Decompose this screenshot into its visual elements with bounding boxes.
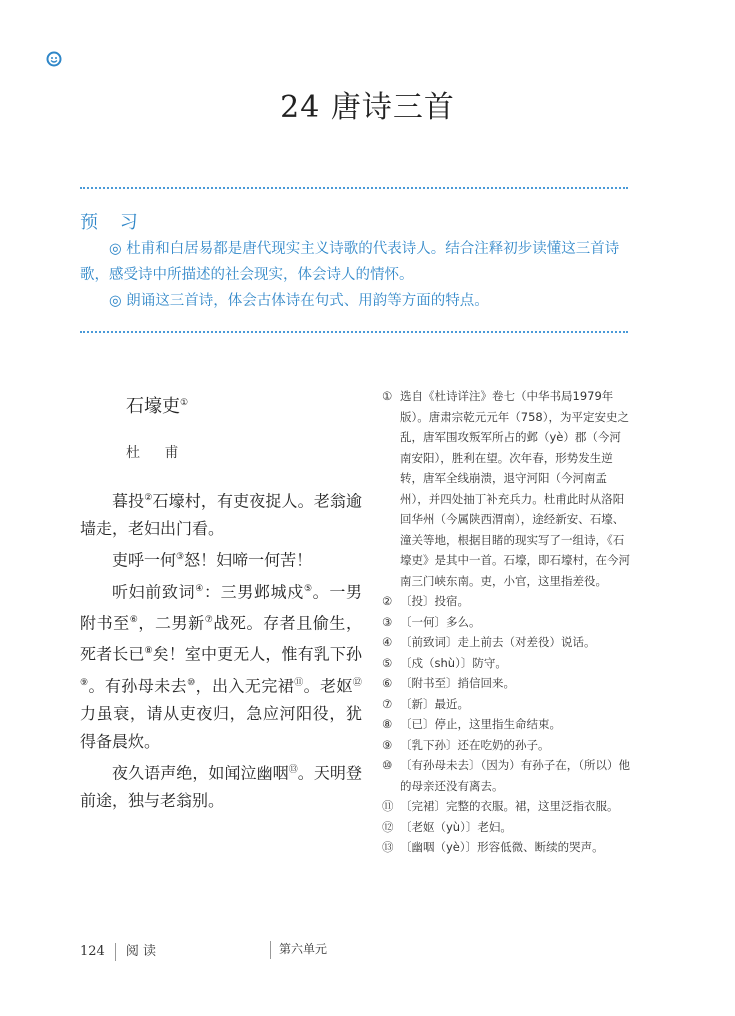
poem-text: 怒！妇啼一何苦！ bbox=[184, 550, 313, 570]
footnote-item bbox=[382, 735, 632, 756]
page-number: 124 bbox=[80, 944, 105, 959]
poem-text: 。老妪 bbox=[303, 675, 353, 695]
footer-unit: 第六单元 bbox=[279, 942, 328, 956]
poem-text: 吏呼一何 bbox=[112, 550, 177, 570]
footnote-number: ⑥ bbox=[382, 676, 393, 690]
footnote-item bbox=[382, 653, 632, 674]
poem-title bbox=[126, 392, 188, 418]
poem-text: 夜久语声绝，如闻泣幽咽 bbox=[112, 763, 289, 783]
footnote-text: 〔投〕投宿。 bbox=[400, 594, 469, 608]
footnote-text: 〔一何〕多么。 bbox=[400, 614, 481, 629]
footnote-item bbox=[382, 817, 632, 838]
footnote-number: ② bbox=[382, 594, 393, 608]
footnote-marker: ② bbox=[144, 493, 153, 503]
footnote-text: 〔乳下孙〕还在吃奶的孙子。 bbox=[400, 737, 550, 752]
footnote-text: 〔戍（shù）〕防守。 bbox=[400, 655, 507, 670]
divider-bottom bbox=[80, 331, 628, 333]
footnote-text: 〔有孙母未去〕（因为）有孙子在，（所以）他的母亲还没有离去。 bbox=[400, 758, 630, 793]
footnote-text: 〔新〕最近。 bbox=[400, 696, 469, 711]
poem-text: 。一男附书至 bbox=[80, 581, 362, 633]
divider-top bbox=[80, 187, 628, 189]
footnote-number: ④ bbox=[382, 635, 393, 649]
poem-text: ：三男邺城戍 bbox=[204, 581, 304, 601]
footnote-item bbox=[382, 755, 632, 796]
poem-text: 暮投 bbox=[112, 491, 145, 511]
footnote-number: ⑩ bbox=[382, 758, 393, 772]
footnote-marker: ⑨ bbox=[80, 677, 89, 688]
footnote-marker: ⑧ bbox=[144, 646, 153, 657]
poem-paragraph bbox=[80, 484, 362, 543]
lesson-title: 24 唐诗三首 bbox=[280, 90, 455, 125]
footnote-number: ⑦ bbox=[382, 696, 393, 711]
footnote-item bbox=[382, 796, 632, 817]
poem-body bbox=[80, 484, 362, 815]
footer-section: 阅 读 bbox=[125, 944, 156, 959]
footnote-item bbox=[382, 694, 632, 715]
footnote-text: 〔老妪（yù）〕老妇。 bbox=[400, 819, 512, 834]
footer-left bbox=[80, 940, 156, 961]
poem-text: 石壕村，有吏夜捉人。老翁逾墙走，老妇出门看。 bbox=[80, 491, 362, 539]
poem-text: ，二男新 bbox=[138, 613, 205, 633]
footnote-item bbox=[382, 612, 632, 633]
footnote-number: ⑤ bbox=[382, 655, 393, 670]
footnote-item bbox=[382, 386, 632, 591]
footer-separator bbox=[115, 943, 116, 961]
poem-text: 。有孙母未去 bbox=[88, 675, 188, 695]
footnote-item bbox=[382, 714, 632, 735]
poem-text: 力虽衰，请从吏夜归，急应河阳役，犹得备晨炊。 bbox=[80, 703, 362, 751]
footnote-text: 〔前致词〕走上前去（对差役）说话。 bbox=[400, 635, 596, 649]
footnote-number: ⑬ bbox=[382, 840, 394, 854]
footnote-text: 〔幽咽（yè）〕形容低微、断续的哭声。 bbox=[400, 840, 604, 854]
footnotes bbox=[382, 386, 632, 858]
footnote-text: 选自《杜诗详注》卷七（中华书局1979年版）。唐肃宗乾元元年（758），为平定安史之乱，唐军围攻叛军所占的邺（yè）郡（今河南安阳），胜利在望。次年春，形势发生逆转，唐军全线崩溃，退守河阳（今河南孟州），并四处抽丁补充兵力。杜甫此时从洛阳回华州（今属陕西渭南），途经新安、石壕、潼关等地，根据目睹的现实写了一组诗，《石壕吏》是其中一首。石壕，即石壕村，在今河南三门峡东南。吏，小官，这里指差役。 bbox=[400, 389, 630, 588]
footer-right bbox=[270, 940, 327, 959]
smiley-logo-icon bbox=[46, 51, 62, 67]
footnote-number: ⑨ bbox=[382, 737, 393, 752]
footnote-marker: ⑫ bbox=[352, 677, 362, 688]
footnote-number: ① bbox=[382, 389, 393, 403]
footnote-item bbox=[382, 591, 632, 612]
footnote-number: ⑫ bbox=[382, 819, 394, 834]
footer-separator bbox=[270, 941, 271, 959]
poem-text: 听妇前致词 bbox=[112, 581, 196, 601]
footnote-text: 〔完裙〕完整的衣服。裙，这里泛指衣服。 bbox=[400, 799, 619, 813]
footnote-number: ⑧ bbox=[382, 717, 393, 731]
poem-title-text: 石壕吏 bbox=[126, 396, 180, 417]
footnote-item bbox=[382, 632, 632, 653]
poem-paragraph bbox=[80, 543, 362, 574]
footnote-marker: ⑦ bbox=[204, 614, 214, 625]
footnote-marker: ③ bbox=[176, 552, 185, 563]
footnote-marker: ⑥ bbox=[129, 614, 139, 625]
poem-author: 杜 甫 bbox=[126, 445, 189, 461]
footnote-text: 〔已〕停止，这里指生命结束。 bbox=[400, 717, 561, 731]
footnote-marker: ④ bbox=[195, 583, 205, 594]
preview-body bbox=[80, 236, 628, 314]
preview-item: ◎ 杜甫和白居易都是唐代现实主义诗歌的代表诗人。结合注释初步读懂这三首诗歌，感受诗中所描述的社会现实，体会诗人的情怀。 bbox=[80, 241, 620, 283]
poem-paragraph bbox=[80, 756, 362, 815]
footnote-marker: ⑬ bbox=[288, 764, 298, 775]
poem-text: 。天明登前途，独与老翁别。 bbox=[80, 763, 362, 811]
footnote-number: ③ bbox=[382, 614, 393, 629]
footnote-marker: ⑩ bbox=[187, 677, 196, 688]
preview-heading: 预 习 bbox=[80, 212, 146, 233]
poem-text: 矣！室中更无人，惟有乳下孙 bbox=[152, 644, 362, 664]
poem-text: ，出入无完裙 bbox=[195, 675, 295, 695]
footnote-number: ⑪ bbox=[382, 799, 394, 813]
footnote-marker: ⑤ bbox=[303, 583, 313, 594]
footnote-item bbox=[382, 837, 632, 858]
poem-text: 战死。存者且偷生，死者长已 bbox=[80, 613, 362, 664]
footnote-text: 〔附书至〕捎信回来。 bbox=[400, 676, 515, 690]
footnote-marker: ⑪ bbox=[294, 677, 304, 688]
footnote-item bbox=[382, 673, 632, 694]
poem-paragraph bbox=[80, 575, 362, 756]
footnote-marker: ① bbox=[180, 398, 189, 408]
preview-item: ◎ 朗诵这三首诗，体会古体诗在句式、用韵等方面的特点。 bbox=[109, 293, 489, 309]
